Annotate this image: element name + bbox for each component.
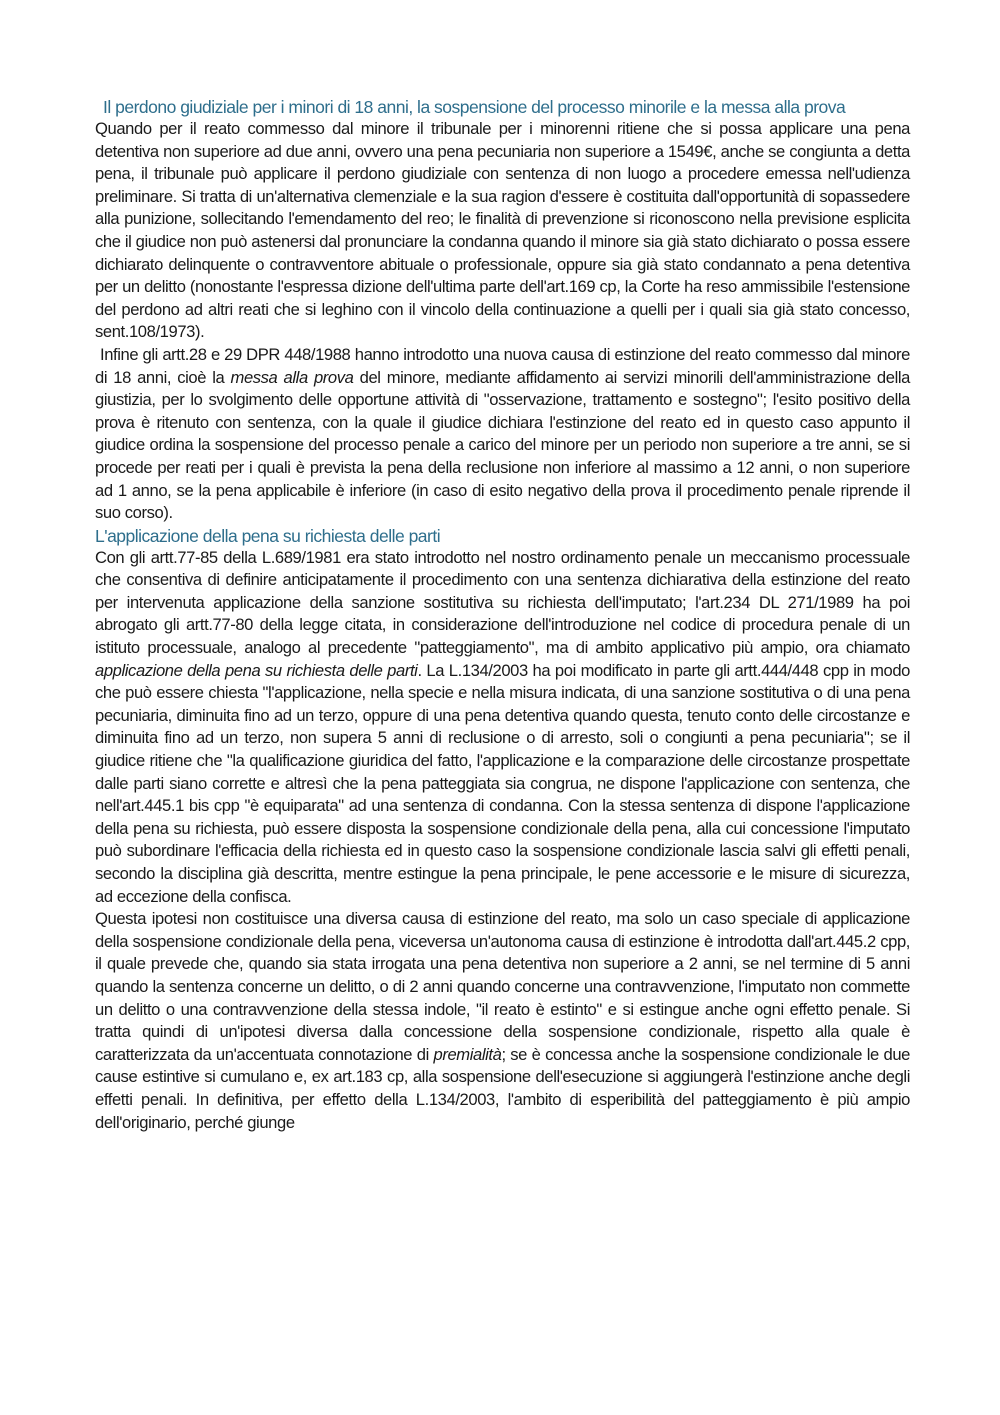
paragraph-text: Con gli artt.77-85 della L.689/1981 era stato introdotto nel nostro ordinamento penale un meccanismo processuale che consentiva di definire anticipatamente il procedimento con una sentenza dichiarativa della estinzione del reato per intervenuta applicazione della sanzione sostitutiva su richiesta dell'imputato; l'art.234 DL 271/1989 ha poi abrogato gli artt.77-80 della legge citata, in considerazione dell'introduzione nel codice di procedura penale di un istituto processuale, analogo al precedente "patteggiamento", ma di ambito applicativo più ampio, ora chiamato bbox=[95, 547, 910, 658]
paragraph-patteggiamento bbox=[95, 547, 910, 909]
paragraph-text: . La L.134/2003 ha poi modificato in parte gli artt.444/448 cpp in modo che può essere chiesta "l'applicazione, nella specie e nella misura indicata, di una sanzione sostitutiva o di una pena pecuniaria, diminuita fino ad un terzo, oppure di una pena detentiva quando questa, tenuto conto delle circostanze e diminuita fino ad un terzo, non supera 5 anni di reclusione o di arresto, soli o congiunti a pena pecuniaria"; se il giudice ritiene che "la qualificazione giuridica del fatto, l'applicazione e la comparazione delle circostanze prospettate dalle parti siano corrette e altresì che la pena patteggiata sia congrua, ne dispone l'applicazione con sentenza, che nell'art.445.1 bis cpp "è equiparata" ad una sentenza di condanna. Con la stessa sentenza di dispone l'applicazione della pena su richiesta, può essere disposta la sospensione condizionale della pena, alla cui concessione l'imputato può subordinare l'efficacia della richiesta ed in questo caso la sospensione condizionale lascia salvi gli effetti penali, secondo la disciplina già descritta, mentre estingue la pena principale, le pene accessorie e le misure di sicurezza, ad eccezione della confisca. bbox=[95, 660, 911, 906]
italic-term: premialità bbox=[433, 1044, 502, 1064]
section-heading-perdono: Il perdono giudiziale per i minori di 18 anni, la sospensione del processo minorile e la messa alla prova bbox=[103, 97, 846, 117]
paragraph-text: Quando per il reato commesso dal minore il tribunale per i minorenni ritiene che si possa applicare una pena detentiva non superiore ad due anni, ovvero una pena pecuniaria non superiore a 1549€, anche se congiunta a detta pena, il tribunale può applicare il perdono giudiziale con sentenza di non luogo a procedere emessa nell'udienza preliminare. Si tratta di un'alternativa clemenziale e la sua ragion d'essere è costituita dall'opportunità di sopassedere alla punizione, sollecitando l'emendamento del reo; le finalità di prevenzione si riconoscono nella previsione esplicita che il giudice non può astenersi dal pronunciare la condanna quando il minore sia già stato dichiarato o possa essere dichiarato delinquente o contravventore abituale o professionale, oppure sia già stato condannato a pena detentiva per un delitto (nonostante l'espressa dizione dell'ultima parte dell'art.169 cp, la Corte ha reso ammissibile l'estensione del perdono ad altri reati che si leghino con il vincolo della continuazione a quelli per i quali sia già stato concesso, sent.108/1973). bbox=[95, 119, 910, 342]
paragraph-text: Questa ipotesi non costituisce una diversa causa di estinzione del reato, ma solo un caso speciale di applicazione della sospensione condizionale della pena, viceversa un'autonoma causa di estinzione è introdotta dall'art.445.2 cpp, il quale prevede che, quando sia stata irrogata una pena detentiva non superiore a 2 anni, se nel termine di 5 anni quando la sentenza concerne un delitto, o di 2 anni quando concerne una contravvenzione, l'imputato non commette un delitto o una contravvenzione della stessa indole, "il reato è estinto" e si estingue anche ogni effetto penale. Si tratta quindi di un'ipotesi diversa dalla concessione della sospensione condizionale, rispetto alla quale è caratterizzata da un'accentuata connotazione di bbox=[95, 909, 910, 1064]
italic-term: applicazione della pena su richiesta delle parti bbox=[95, 660, 418, 680]
paragraph-text: del minore, mediante affidamento ai servizi minorili dell'amministrazione della giustizia, per lo svolgimento delle opportune attività di "osservazione, trattamento e sostegno"; l'esito positivo della prova è ritenuto con sentenza, con la quale il giudice dichiara l'estinzione del reato ed in questo caso appunto il giudice ordina la sospensione del processo penale a carico del minore per un periodo non superiore a tre anni, se si procede per reati per i quali è prevista la pena della reclusione non inferiore al massimo a 12 anni, o non superiore ad 1 anno, se la pena applicabile è inferiore (in caso di esito negativo della prova il procedimento penale riprende il suo corso). bbox=[95, 367, 910, 523]
section-heading-applicazione-pena: L'applicazione della pena su richiesta delle parti bbox=[95, 525, 441, 546]
paragraph-messa-alla-prova bbox=[95, 344, 910, 525]
italic-term: messa alla prova bbox=[230, 367, 354, 387]
paragraph-estinzione bbox=[95, 908, 910, 1134]
paragraph-perdono bbox=[95, 118, 910, 344]
paragraph-text: Infine gli artt.28 e 29 DPR 448/1988 hanno introdotto una nuova causa di estinzione del reato commesso dal minore di 18 anni, cioè la bbox=[95, 344, 910, 387]
paragraph-text: ; se è concessa anche la sospensione condizionale le due cause estintive si cumulano e, ex art.183 cp, alla sospensione dell'esecuzione si aggiungerà l'estinzione anche degli effetti penali. In definitiva, per effetto della L.134/2003, l'ambito di esperibilità del patteggiamento è più ampio dell'originario, perché giunge bbox=[95, 1044, 910, 1132]
document-body bbox=[95, 96, 910, 1134]
